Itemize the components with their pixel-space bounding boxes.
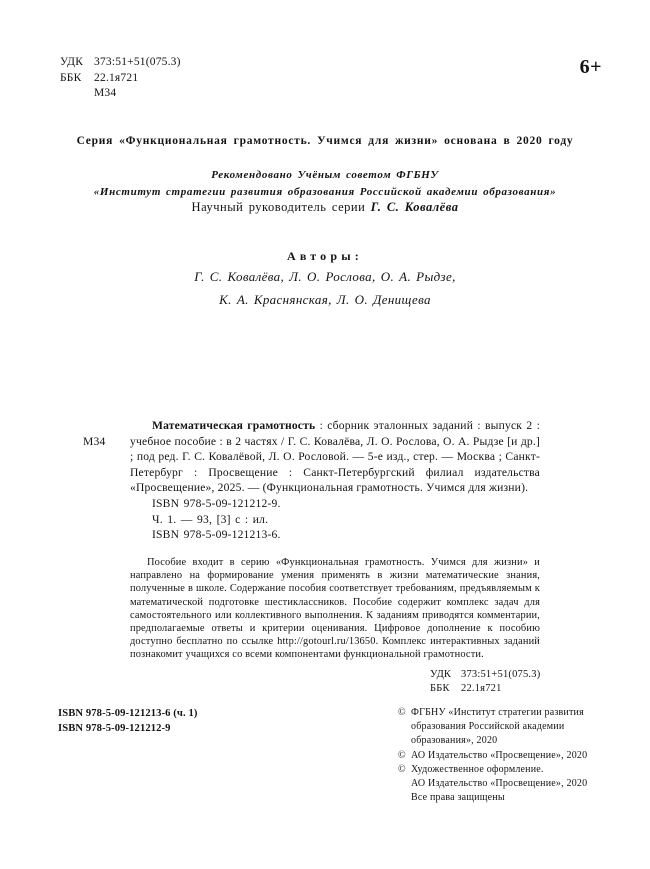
copyright-entry-3-line-2: АО Издательство «Просвещение», 2020 [411, 778, 588, 790]
age-rating-badge: 6+ [579, 56, 602, 78]
author-mark-value: М34 [94, 87, 117, 99]
copyright-entry-1 [398, 706, 648, 749]
udc-label-top: УДК [60, 56, 84, 68]
authors-line-1: Г. С. Ковалёва, Л. О. Рослова, О. А. Рыдзе, [194, 269, 456, 284]
supervisor-line [0, 200, 650, 215]
udc-row-top [60, 55, 181, 71]
series-line: Серия «Функциональная грамотность. Учимся для жизни» основана в 2020 году [76, 135, 574, 147]
biblio-isbn-part: ISBN 978-5-09-121213-6. [152, 528, 281, 542]
bbk-row-bottom [430, 682, 540, 696]
copyright-entry-3-line-1: Художественное оформление. [411, 763, 544, 775]
copyright-entry-3 [398, 763, 648, 791]
biblio-isbn-set: ISBN 978-5-09-121212-9. [152, 496, 281, 510]
copyright-block [398, 706, 648, 805]
bbk-value-bottom: 22.1я721 [461, 683, 502, 694]
bbk-label-bottom: ББК [430, 683, 450, 694]
bbk-value-top: 22.1я721 [94, 71, 139, 84]
udc-value-bottom: 373:51+51(075.3) [461, 669, 541, 680]
classification-block-bottom [430, 668, 540, 696]
isbn-bottom-line-2: ISBN 978-5-09-121212-9 [58, 723, 171, 734]
annotation-paragraph: Пособие входит в серию «Функциональная грамотность. Учимся для жизни» и направлено на формирование умения применять в жизни математические знания, полученные в школе. Содержание пособия соответствует требованиям, предъявляемым к математической подготовке шестиклассников. Пособие содержит комплекс задач для самостоятельного или коллективного выполнения. К заданиям приводятся комментарии, предполагаемые ответы и критерии оценивания. Цифровое дополнение к пособию доступно бесплатно по ссылке http://gotourl.ru/13650. Комплекс интерактивных заданий познакомит учащихся со всеми компонентами функциональной грамотности. [130, 557, 540, 661]
udc-label-bottom: УДК [430, 669, 452, 680]
copyright-icon-3: © [398, 763, 406, 775]
copyright-icon-1: © [398, 707, 406, 718]
copyright-entry-1-line-2: образования Российской академии [411, 721, 565, 733]
udc-row-bottom [430, 668, 540, 682]
recommendation-line-1: Рекомендовано Учёным советом ФГБНУ [211, 169, 439, 181]
recommendation-block [0, 167, 650, 201]
recommendation-line-2: «Институт стратегии развития образования Российской академии образования» [93, 186, 557, 198]
classification-block-top [60, 55, 181, 102]
biblio-part-info: Ч. 1. — 93, [3] с : ил. [152, 512, 269, 526]
isbn-block-bottom [58, 706, 198, 736]
copyright-entry-1-line-1: ФГБНУ «Институт стратегии развития [411, 707, 584, 718]
rights-reserved-line: Все права защищены [411, 792, 505, 804]
isbn-bottom-line-1: ISBN 978-5-09-121213-6 (ч. 1) [58, 708, 198, 719]
copyright-entry-2-line-1: АО Издательство «Просвещение», 2020 [411, 749, 588, 761]
udc-value-top: 373:51+51(075.3) [94, 56, 181, 68]
bbk-label-top: ББК [60, 71, 82, 84]
biblio-title: Математическая грамотность [152, 419, 316, 432]
biblio-hanging-mark: М34 [83, 434, 106, 448]
bibliographic-description [83, 418, 540, 543]
authors-names [0, 265, 650, 311]
bbk-row-top [60, 71, 181, 87]
authors-line-2: К. А. Краснянская, Л. О. Денищева [219, 292, 431, 307]
authors-heading: Авторы: [286, 249, 364, 263]
supervisor-prefix: Научный руководитель серии [191, 200, 371, 214]
copyright-entry-1-line-3: образования», 2020 [411, 735, 498, 747]
supervisor-name: Г. С. Ковалёва [370, 200, 459, 214]
biblio-body: : сборник эталонных заданий : выпуск 2 : учебное пособие : в 2 частях / Г. С. Ковалёва, Л. О. Рослова, О. А. Рыдзе [и др.] ; под ред. Г. С. Ковалёвой, Л. О. Рословой. — 5-е изд., стер. — Москва ; Санкт-Петербург : Просвещение : Санкт-Петербургский филиал издательства «Просвещение», 2025. — (Функциональная грамотность. Учимся для жизни). [130, 419, 540, 495]
author-mark-row [60, 86, 181, 102]
copyright-entry-2 [398, 749, 648, 763]
copyright-icon-2: © [398, 749, 406, 761]
